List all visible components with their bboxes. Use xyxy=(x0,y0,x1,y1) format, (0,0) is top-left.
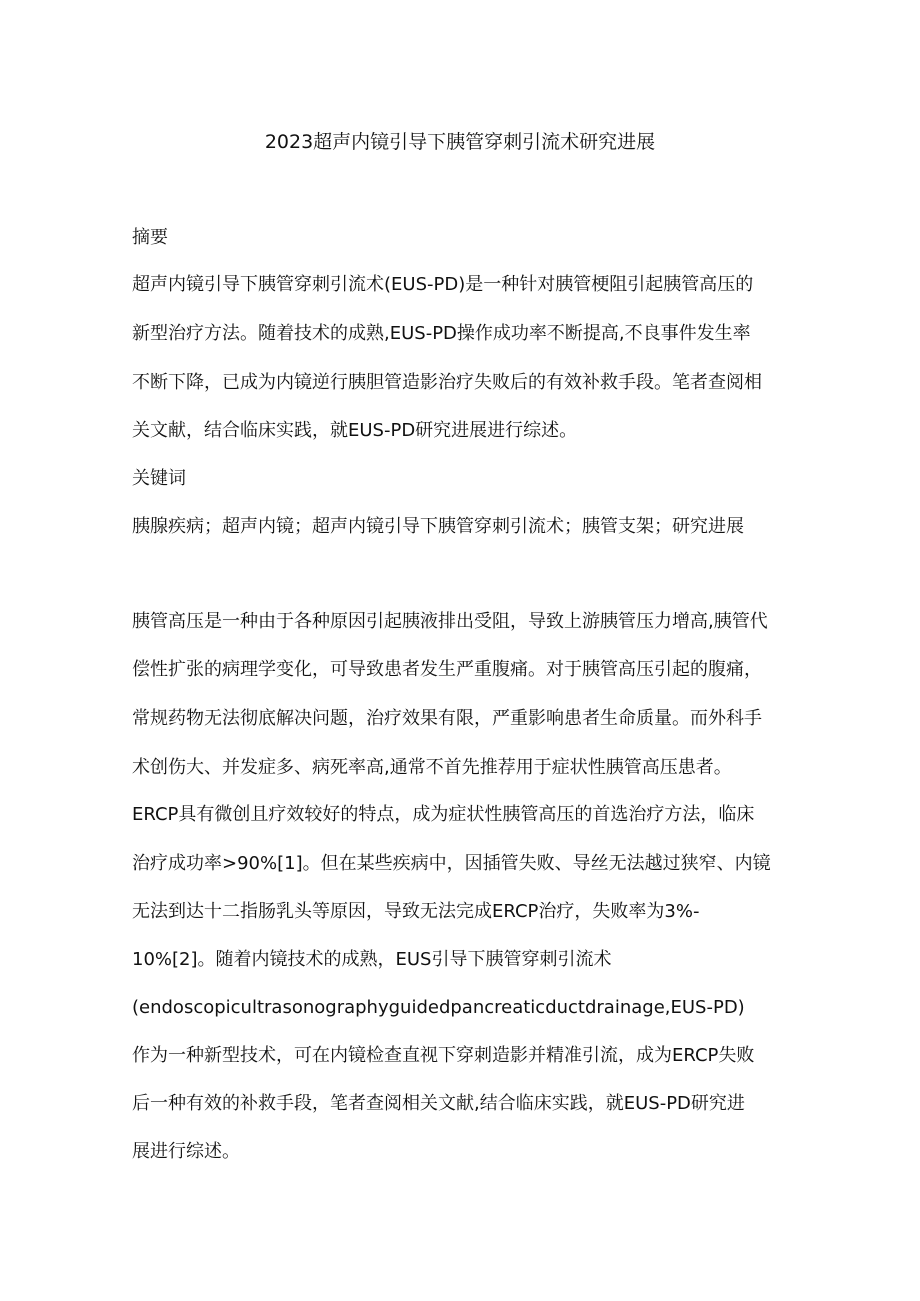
keywords-heading: 关键词 xyxy=(132,468,186,489)
body-line-11: 后一种有效的补救手段，笔者查阅相关文献,结合临床实践，就EUS-PD研究进 xyxy=(132,1093,745,1114)
body-line-4: 术创伤大、并发症多、病死率高,通常不首先推荐用于症状性胰管高压患者。 xyxy=(132,757,732,778)
body-line-12: 展进行综述。 xyxy=(132,1141,240,1162)
document-title: 2023超声内镜引导下胰管穿刺引流术研究进展 xyxy=(264,131,656,153)
keywords-text: 胰腺疾病；超声内镜；超声内镜引导下胰管穿刺引流术；胰管支架；研究进展 xyxy=(132,516,744,537)
body-line-2: 偿性扩张的病理学变化，可导致患者发生严重腹痛。对于胰管高压引起的腹痛， xyxy=(132,659,762,680)
body-line-8: 10%[2]。随着内镜技术的成熟，EUS引导下胰管穿刺引流术 xyxy=(132,949,612,970)
body-line-5: ERCP具有微创且疗效较好的特点，成为症状性胰管高压的首选治疗方法，临床 xyxy=(132,804,755,825)
body-line-10: 作为一种新型技术，可在内镜检查直视下穿刺造影并精准引流，成为ERCP失败 xyxy=(132,1045,755,1066)
abstract-heading: 摘要 xyxy=(132,227,168,248)
body-line-1: 胰管高压是一种由于各种原因引起胰液排出受阻，导致上游胰管压力增高,胰管代 xyxy=(132,611,768,632)
body-line-7: 无法到达十二指肠乳头等原因，导致无法完成ERCP治疗，失败率为3%- xyxy=(132,901,700,922)
body-line-6: 治疗成功率>90%[1]。但在某些疾病中，因插管失败、导丝无法越过狭窄、内镜 xyxy=(132,853,771,874)
abstract-line-3: 不断下降，已成为内镜逆行胰胆管造影治疗失败后的有效补救手段。笔者查阅相 xyxy=(132,372,762,393)
body-line-3: 常规药物无法彻底解决问题，治疗效果有限，严重影响患者生命质量。而外科手 xyxy=(132,708,762,729)
abstract-line-1: 超声内镜引导下胰管穿刺引流术(EUS-PD)是一种针对胰管梗阻引起胰管高压的 xyxy=(132,274,754,295)
abstract-line-2: 新型治疗方法。随着技术的成熟,EUS-PD操作成功率不断提高,不良事件发生率 xyxy=(132,323,751,344)
body-line-9: (endoscopicultrasonographyguidedpancreaticductdrainage,EUS-PD) xyxy=(132,997,745,1018)
abstract-line-4: 关文献，结合临床实践，就EUS-PD研究进展进行综述。 xyxy=(132,420,578,441)
